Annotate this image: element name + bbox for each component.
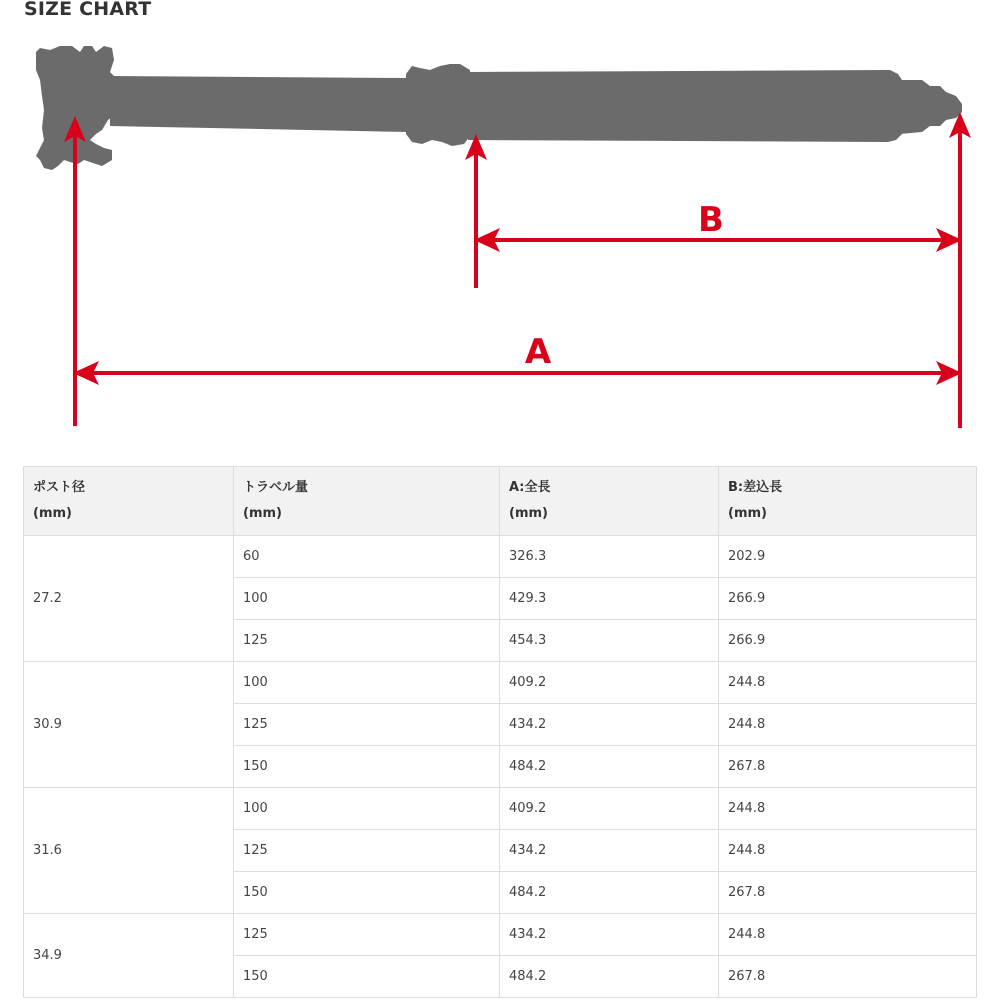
travel-cell: 100 xyxy=(234,662,500,704)
header-travel: トラベル量 (mm) xyxy=(234,467,500,536)
travel-cell: 150 xyxy=(234,956,500,998)
dimension-a-label: A xyxy=(524,332,552,372)
total-length-cell: 454.3 xyxy=(500,620,719,662)
insertion-length-cell: 244.8 xyxy=(719,662,977,704)
insertion-length-cell: 244.8 xyxy=(719,914,977,956)
seatpost-diagram xyxy=(0,0,1000,450)
total-length-cell: 434.2 xyxy=(500,914,719,956)
insertion-length-cell: 267.8 xyxy=(719,746,977,788)
travel-cell: 100 xyxy=(234,578,500,620)
travel-cell: 60 xyxy=(234,536,500,578)
total-length-cell: 409.2 xyxy=(500,662,719,704)
size-table xyxy=(23,466,977,998)
table-row xyxy=(24,788,977,830)
insertion-length-cell: 266.9 xyxy=(719,620,977,662)
post-diameter-cell: 30.9 xyxy=(24,662,234,788)
insertion-length-cell: 202.9 xyxy=(719,536,977,578)
total-length-cell: 326.3 xyxy=(500,536,719,578)
travel-cell: 150 xyxy=(234,872,500,914)
total-length-cell: 434.2 xyxy=(500,704,719,746)
header-post-diameter: ポスト径 (mm) xyxy=(24,467,234,536)
header-insertion-length: B:差込長 (mm) xyxy=(719,467,977,536)
travel-cell: 150 xyxy=(234,746,500,788)
page-title: SIZE CHART xyxy=(24,0,152,20)
total-length-cell: 429.3 xyxy=(500,578,719,620)
travel-cell: 125 xyxy=(234,704,500,746)
insertion-length-cell: 244.8 xyxy=(719,704,977,746)
seatpost-silhouette xyxy=(36,46,962,170)
header-total-length: A:全長 (mm) xyxy=(500,467,719,536)
insertion-length-cell: 244.8 xyxy=(719,830,977,872)
post-diameter-cell: 27.2 xyxy=(24,536,234,662)
table-header-row xyxy=(24,467,977,536)
total-length-cell: 484.2 xyxy=(500,746,719,788)
table-row xyxy=(24,662,977,704)
post-diameter-cell: 31.6 xyxy=(24,788,234,914)
insertion-length-cell: 244.8 xyxy=(719,788,977,830)
dimension-b-label: B xyxy=(698,200,724,240)
total-length-cell: 409.2 xyxy=(500,788,719,830)
post-diameter-cell: 34.9 xyxy=(24,914,234,998)
table-row xyxy=(24,536,977,578)
arrowheads xyxy=(64,112,971,385)
insertion-length-cell: 267.8 xyxy=(719,872,977,914)
dimension-lines xyxy=(75,128,960,428)
table-row xyxy=(24,914,977,956)
travel-cell: 125 xyxy=(234,914,500,956)
insertion-length-cell: 267.8 xyxy=(719,956,977,998)
travel-cell: 125 xyxy=(234,620,500,662)
insertion-length-cell: 266.9 xyxy=(719,578,977,620)
travel-cell: 100 xyxy=(234,788,500,830)
total-length-cell: 484.2 xyxy=(500,956,719,998)
travel-cell: 125 xyxy=(234,830,500,872)
total-length-cell: 434.2 xyxy=(500,830,719,872)
total-length-cell: 484.2 xyxy=(500,872,719,914)
